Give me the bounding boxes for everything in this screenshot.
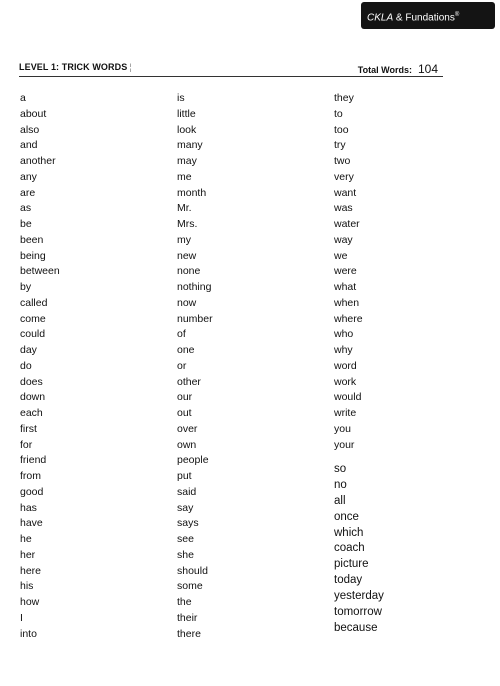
word-item: our xyxy=(177,391,193,404)
word-item: come xyxy=(20,312,46,325)
word-item: today xyxy=(334,574,363,587)
word-item: another xyxy=(20,155,56,167)
page-title xyxy=(19,62,132,72)
word-item: some xyxy=(177,580,203,593)
word-item: people xyxy=(177,454,209,467)
ckla-fundations-badge xyxy=(361,2,495,29)
word-item: to xyxy=(334,107,343,120)
word-item: coach xyxy=(334,542,365,555)
word-item: by xyxy=(20,281,32,293)
word-item: should xyxy=(177,564,208,577)
word-item: first xyxy=(20,422,37,435)
word-item: friend xyxy=(20,454,47,467)
word-item: too xyxy=(334,123,349,136)
word-item: each xyxy=(20,407,43,419)
word-item: look xyxy=(177,123,197,136)
page-title-text: LEVEL 1: TRICK WORDS xyxy=(19,62,128,72)
word-item: are xyxy=(20,186,36,199)
title-tick-mark: ¦ xyxy=(129,62,132,72)
word-item: work xyxy=(334,375,357,388)
word-item: she xyxy=(177,548,194,561)
word-item: say xyxy=(177,501,194,514)
word-item: none xyxy=(177,265,201,278)
word-item: been xyxy=(20,233,44,246)
word-item: here xyxy=(20,564,42,577)
word-item: and xyxy=(20,139,38,152)
word-item: who xyxy=(334,328,354,341)
word-item: is xyxy=(177,92,185,104)
word-item: may xyxy=(177,155,197,167)
word-item: word xyxy=(334,359,357,372)
word-item: have xyxy=(20,517,43,530)
word-item: any xyxy=(20,170,37,183)
word-item: new xyxy=(177,249,197,262)
word-item: yesterday xyxy=(334,590,384,603)
total-words-label: Total Words: xyxy=(357,65,412,75)
word-item: his xyxy=(20,580,34,593)
word-item: when xyxy=(334,296,360,309)
word-item: want xyxy=(334,186,357,199)
word-item: month xyxy=(177,186,207,199)
word-item: there xyxy=(177,627,201,640)
word-item: me xyxy=(177,170,192,183)
badge-ampersand: & xyxy=(395,12,403,24)
word-item: as xyxy=(20,202,32,215)
word-item: for xyxy=(20,438,33,451)
word-item: number xyxy=(177,312,213,325)
word-item: Mrs. xyxy=(177,218,198,230)
word-item: over xyxy=(177,422,198,435)
word-item: between xyxy=(20,265,60,278)
word-column-2 xyxy=(177,91,213,642)
word-item: tomorrow xyxy=(334,606,382,619)
word-item: two xyxy=(334,155,351,167)
word-item: picture xyxy=(334,558,369,571)
word-item: my xyxy=(177,233,191,246)
word-item: a xyxy=(20,92,26,104)
word-item: own xyxy=(177,438,197,451)
word-item: their xyxy=(177,611,198,624)
word-item: your xyxy=(334,438,355,451)
word-column-3 xyxy=(334,91,363,453)
word-item: try xyxy=(334,139,346,152)
header-divider xyxy=(19,76,443,77)
word-item: would xyxy=(334,391,362,404)
word-item: one xyxy=(177,344,195,356)
word-item: were xyxy=(334,265,357,278)
word-item: put xyxy=(177,470,192,482)
word-item: they xyxy=(334,92,354,104)
word-column-3-extra xyxy=(334,462,384,637)
word-item: now xyxy=(177,296,197,309)
badge-brand: CKLA xyxy=(367,12,394,24)
word-item: could xyxy=(20,328,46,341)
word-item: does xyxy=(20,375,43,388)
word-item: which xyxy=(334,526,364,539)
word-item: said xyxy=(177,485,197,498)
word-item: being xyxy=(20,249,46,262)
word-item: into xyxy=(20,627,37,640)
word-item: day xyxy=(20,344,37,356)
word-item: called xyxy=(20,296,48,309)
word-item: very xyxy=(334,170,354,183)
word-item: from xyxy=(20,470,41,482)
word-item: way xyxy=(334,233,353,246)
word-item: what xyxy=(334,281,357,293)
word-item: her xyxy=(20,548,36,561)
word-item: how xyxy=(20,596,40,608)
word-item: where xyxy=(334,312,363,325)
word-item: nothing xyxy=(177,281,212,293)
word-item: why xyxy=(334,344,353,356)
word-item: little xyxy=(177,107,196,120)
word-item: down xyxy=(20,391,46,404)
word-item: because xyxy=(334,621,378,634)
word-item: see xyxy=(177,533,194,545)
word-item: no xyxy=(334,478,347,491)
word-item: Mr. xyxy=(177,202,192,215)
word-item: about xyxy=(20,107,47,120)
word-item: once xyxy=(334,510,359,523)
word-item: has xyxy=(20,501,37,514)
word-item: of xyxy=(177,328,186,341)
word-item: we xyxy=(334,249,348,262)
word-item: I xyxy=(20,611,23,624)
word-item: he xyxy=(20,533,32,545)
word-item: out xyxy=(177,407,192,419)
word-column-1 xyxy=(20,91,60,642)
badge-text: Fundations xyxy=(405,12,455,24)
word-item: do xyxy=(20,359,32,372)
word-item: write xyxy=(334,407,357,419)
word-item: says xyxy=(177,517,199,530)
word-item: was xyxy=(334,202,353,215)
word-item: you xyxy=(334,422,351,435)
word-item: water xyxy=(334,218,360,230)
registered-mark: ® xyxy=(454,12,460,18)
word-item: or xyxy=(177,359,187,372)
word-item: other xyxy=(177,375,201,388)
total-words-value: 104 xyxy=(417,62,438,76)
word-item: the xyxy=(177,596,192,608)
word-item: all xyxy=(334,494,346,507)
word-item: also xyxy=(20,123,40,136)
word-item: good xyxy=(20,485,44,498)
word-item: so xyxy=(334,463,347,475)
word-item: be xyxy=(20,218,32,230)
word-item: many xyxy=(177,139,203,152)
